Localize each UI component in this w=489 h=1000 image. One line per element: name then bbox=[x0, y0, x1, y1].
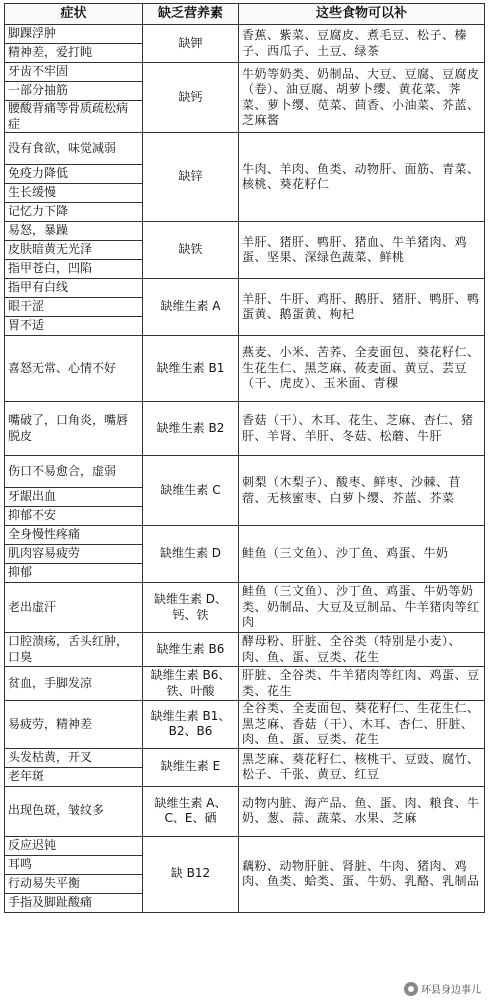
table-row bbox=[5, 836, 485, 855]
symptom-cell: 皮肤暗黄无光泽 bbox=[5, 241, 143, 260]
table-row bbox=[5, 222, 485, 241]
symptom-cell: 生长缓慢 bbox=[5, 184, 143, 203]
symptom-cell: 耳鸣 bbox=[5, 855, 143, 874]
nutrient-cell: 缺锌 bbox=[143, 133, 239, 222]
foods-cell: 牛奶等奶类、奶制品、大豆、豆腐、豆腐皮（卷）、油豆腐、胡萝卜缨、黄花菜、荠菜、萝卜缨、苋菜、茴香、小油菜、芥蓝、芝麻酱 bbox=[239, 63, 485, 133]
watermark-text: 环县身边事儿 bbox=[421, 985, 481, 996]
symptom-cell: 胃不适 bbox=[5, 317, 143, 336]
table-row bbox=[5, 456, 485, 488]
foods-header: 这些食物可以补 bbox=[239, 4, 485, 25]
table-row bbox=[5, 786, 485, 836]
nutrient-cell: 缺维生素 A bbox=[143, 279, 239, 336]
symptom-cell: 全身慢性疼痛 bbox=[5, 526, 143, 545]
table-row bbox=[5, 336, 485, 402]
symptom-cell: 指甲苍白，凹陷 bbox=[5, 260, 143, 279]
nutrient-cell: 缺维生素 E bbox=[143, 748, 239, 786]
foods-cell: 羊肝、猪肝、鸭肝、猪血、牛羊猪肉、鸡蛋、坚果、深绿色蔬菜、鲜桃 bbox=[239, 222, 485, 279]
nutrient-cell: 缺维生素 C bbox=[143, 456, 239, 526]
table-row bbox=[5, 583, 485, 633]
foods-cell: 燕麦、小米、苦荞、全麦面包、葵花籽仁、生花生仁、黑芝麻、莜麦面、黄豆、芸豆（干、虎皮）、玉米面、青稞 bbox=[239, 336, 485, 402]
nutrient-cell: 缺维生素 A、C、E、硒 bbox=[143, 786, 239, 836]
foods-cell: 酵母粉、肝脏、全谷类（特别是小麦）、肉、鱼、蛋、豆类、花生 bbox=[239, 633, 485, 667]
watermark bbox=[404, 981, 481, 996]
foods-cell: 刺梨（木梨子）、酸枣、鲜枣、沙棘、苜蓿、无核蜜枣、白萝卜缨、芥蓝、芥菜 bbox=[239, 456, 485, 526]
symptom-cell: 没有食欲，味觉减弱 bbox=[5, 133, 143, 165]
symptom-cell: 免疫力降低 bbox=[5, 165, 143, 184]
foods-cell: 香菇（干）、木耳、花生、芝麻、杏仁、猪肝、羊肾、羊肝、冬菇、松蘑、牛肝 bbox=[239, 402, 485, 456]
nutrient-cell: 缺铁 bbox=[143, 222, 239, 279]
table-row bbox=[5, 279, 485, 298]
nutrient-cell: 缺维生素 D、钙、铁 bbox=[143, 583, 239, 633]
table-row bbox=[5, 402, 485, 456]
table-row bbox=[5, 133, 485, 165]
foods-cell: 香蕉、紫菜、豆腐皮、煮毛豆、松子、榛子、西瓜子、土豆、绿茶 bbox=[239, 25, 485, 63]
foods-cell: 鲑鱼（三文鱼）、沙丁鱼、鸡蛋、牛奶等奶类、奶制品、大豆及豆制品、牛羊猪肉等红肉 bbox=[239, 583, 485, 633]
nutrient-header: 缺乏营养素 bbox=[143, 4, 239, 25]
nutrient-cell: 缺维生素 B6、铁、叶酸 bbox=[143, 667, 239, 701]
table-row bbox=[5, 667, 485, 701]
foods-cell: 肝脏、全谷类、牛羊猪肉等红肉、鸡蛋、豆类、花生 bbox=[239, 667, 485, 701]
foods-cell: 鲑鱼（三文鱼）、沙丁鱼、鸡蛋、牛奶 bbox=[239, 526, 485, 583]
symptom-cell: 易疲劳，精神差 bbox=[5, 701, 143, 749]
foods-cell: 牛肉、羊肉、鱼类、动物肝、面筋、青菜、核桃、葵花籽仁 bbox=[239, 133, 485, 222]
symptom-cell: 眼干涩 bbox=[5, 298, 143, 317]
symptom-cell: 牙龈出血 bbox=[5, 488, 143, 507]
symptom-cell: 口腔溃疡，舌头红肿，口臭 bbox=[5, 633, 143, 667]
foods-cell: 全谷类、全麦面包、葵花籽仁、生花生仁、黑芝麻、香菇（干）、木耳、杏仁、肝脏、肉、鱼、蛋、豆类、花生 bbox=[239, 701, 485, 749]
symptom-header: 症状 bbox=[5, 4, 143, 25]
symptom-cell: 伤口不易愈合，虚弱 bbox=[5, 456, 143, 488]
symptom-cell: 记忆力下降 bbox=[5, 203, 143, 222]
nutrient-cell: 缺钾 bbox=[143, 25, 239, 63]
symptom-cell: 手指及脚趾酸痛 bbox=[5, 893, 143, 912]
symptom-cell: 指甲有白线 bbox=[5, 279, 143, 298]
nutrition-table-sheet bbox=[4, 3, 484, 913]
symptom-cell: 牙齿不牢固 bbox=[5, 63, 143, 82]
nutrient-cell: 缺维生素 B6 bbox=[143, 633, 239, 667]
symptom-cell: 头发枯黄，开叉 bbox=[5, 748, 143, 767]
nutrient-cell: 缺维生素 B1、B2、B6 bbox=[143, 701, 239, 749]
table-row bbox=[5, 701, 485, 749]
symptom-cell: 精神差，爱打盹 bbox=[5, 44, 143, 63]
symptom-cell: 喜怒无常、心情不好 bbox=[5, 336, 143, 402]
nutrient-cell: 缺维生素 D bbox=[143, 526, 239, 583]
symptom-cell: 抑郁不安 bbox=[5, 507, 143, 526]
table-row bbox=[5, 633, 485, 667]
symptom-cell: 行动易失平衡 bbox=[5, 874, 143, 893]
table-row bbox=[5, 526, 485, 545]
symptom-cell: 嘴破了，口角炎，嘴唇脱皮 bbox=[5, 402, 143, 456]
symptom-cell: 肌肉容易疲劳 bbox=[5, 545, 143, 564]
symptom-cell: 腰酸背痛等骨质疏松病症 bbox=[5, 101, 143, 133]
symptom-cell: 易怒，暴躁 bbox=[5, 222, 143, 241]
nutrient-cell: 缺 B12 bbox=[143, 836, 239, 912]
header-row bbox=[5, 4, 485, 25]
symptom-cell: 脚踝浮肿 bbox=[5, 25, 143, 44]
nutrient-cell: 缺维生素 B1 bbox=[143, 336, 239, 402]
symptom-cell: 抑郁 bbox=[5, 564, 143, 583]
foods-cell: 动物内脏、海产品、鱼、蛋、肉、粮食、牛奶、葱、蒜、蔬菜、水果、芝麻 bbox=[239, 786, 485, 836]
foods-cell: 藕粉、动物肝脏、肾脏、牛肉、猪肉、鸡肉、鱼类、蛤类、蛋、牛奶、乳酪、乳制品 bbox=[239, 836, 485, 912]
nutrition-table bbox=[4, 3, 485, 913]
table-row bbox=[5, 25, 485, 44]
foods-cell: 羊肝、牛肝、鸡肝、鹅肝、猪肝、鸭肝、鸭蛋黄、鹅蛋黄、枸杞 bbox=[239, 279, 485, 336]
symptom-cell: 出现色斑，皱纹多 bbox=[5, 786, 143, 836]
table-body bbox=[5, 25, 485, 913]
symptom-cell: 一部分抽筋 bbox=[5, 82, 143, 101]
nutrient-cell: 缺钙 bbox=[143, 63, 239, 133]
symptom-cell: 贫血，手脚发凉 bbox=[5, 667, 143, 701]
symptom-cell: 老出虚汗 bbox=[5, 583, 143, 633]
table-row bbox=[5, 748, 485, 767]
wechat-logo-icon bbox=[404, 982, 418, 996]
table-row bbox=[5, 63, 485, 82]
foods-cell: 黑芝麻、葵花籽仁、核桃干、豆豉、腐竹、松子、千张、黄豆、红豆 bbox=[239, 748, 485, 786]
symptom-cell: 反应迟钝 bbox=[5, 836, 143, 855]
symptom-cell: 老年斑 bbox=[5, 767, 143, 786]
nutrient-cell: 缺维生素 B2 bbox=[143, 402, 239, 456]
